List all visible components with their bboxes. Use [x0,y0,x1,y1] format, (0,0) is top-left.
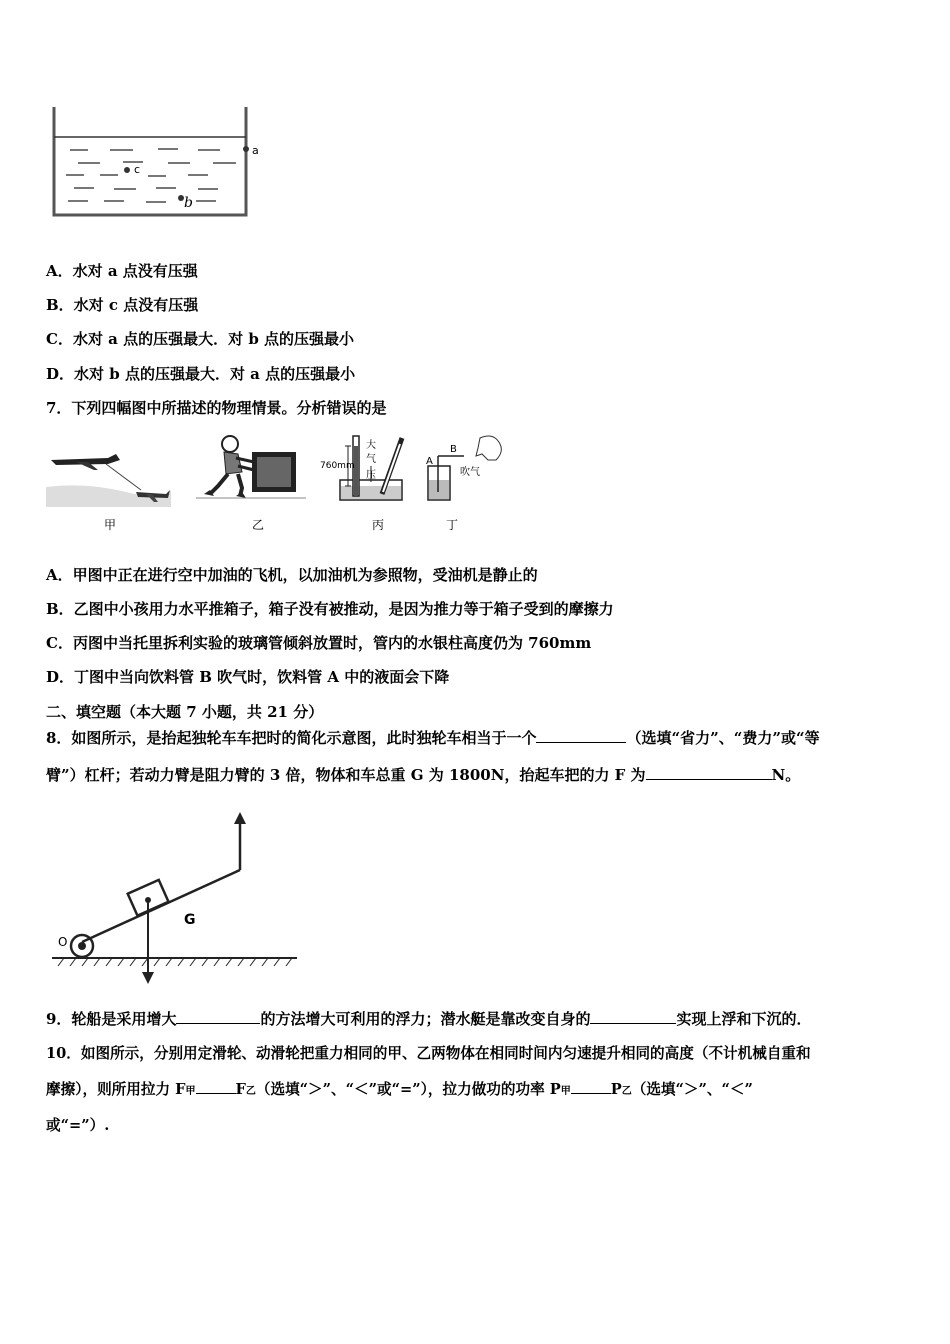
q10-text-a: 摩擦），则所用拉力 F [46,1081,186,1098]
q8-blank-1[interactable] [536,727,626,743]
wheelbarrow-lever-figure [52,808,302,988]
q8-text-1a: 8．如图所示，是抬起独轮车车把时的简化示意图，此时独轮车相当于一个 [46,729,537,747]
q9-text-b: 的方法增大可利用的浮力；潜水艇是靠改变自身的 [260,1010,591,1028]
point-label-c: c [134,163,141,176]
q8-text-2a: 臂”）杠杆；若动力臂是阻力臂的 3 倍，物体和车总重 G 为 1800N，抬起车把的力 F 为 [46,766,646,784]
q9-line [46,1008,811,1029]
label-ya: 压 [366,470,376,481]
q9-blank-1[interactable] [176,1008,260,1024]
q6-option-d: D．水对 b 点的压强最大．对 a 点的压强最小 [46,365,356,383]
q7-option-c: C．丙图中当托里拆利实验的玻璃管倾斜放置时，管内的水银柱高度仍为 760mm [46,634,592,652]
q7-option-a: A．甲图中正在进行空中加油的飞机，以加油机为参照物，受油机是静止的 [46,566,538,584]
q8-line1 [46,727,820,748]
q10-blank-2[interactable] [571,1078,611,1094]
q10-text-b: F [235,1081,246,1098]
q10-text-c: （选填“＞”、“＜”或“=”），拉力做功的功率 P [255,1081,561,1098]
q10-sub-yi-1: 乙 [245,1086,256,1097]
label-b: B [450,444,457,455]
q7-stem: 7．下列四幅图中所描述的物理情景。分析错误的是 [46,399,387,417]
label-blow: 吹气 [460,467,480,478]
q8-text-1b: （选填“省力”、“费力”或“等 [626,729,820,747]
q8-line2 [46,764,800,785]
label-qi: 气 [366,454,376,465]
q6-option-a: A．水对 a 点没有压强 [46,262,198,280]
q10-line3: 或“=”）. [46,1117,110,1134]
q6-option-b: B．水对 c 点没有压强 [46,296,199,314]
q10-text-e: （选填“＞”、“＜” [631,1081,753,1098]
figure-jia-refueling [46,432,171,507]
figure-yi-pushing-box [196,432,306,504]
q9-text-a: 9．轮船是采用增大 [46,1010,177,1028]
label-760mm: 760mm [320,461,355,471]
q7-option-b: B．乙图中小孩用力水平推箱子，箱子没有被推动，是因为推力等于箱子受到的摩擦力 [46,600,614,618]
q10-line1: 10．如图所示，分别用定滑轮、动滑轮把重力相同的甲、乙两物体在相同时间内匀速提升相同的高度（不计机械自重和 [46,1045,811,1062]
q10-line2 [46,1078,753,1099]
q9-text-c: 实现上浮和下沉的． [676,1010,812,1028]
figure-bing-torricelli [320,430,410,505]
label-da: 大 [366,440,376,451]
point-label-a: a [252,144,259,157]
q10-sub-jia-2: 甲 [560,1086,571,1097]
caption-jia: 甲 [104,518,117,532]
q10-text-d: P [610,1081,622,1098]
figure-ding-straw [424,430,506,505]
q10-sub-jia-1: 甲 [185,1086,196,1097]
caption-yi: 乙 [252,518,265,532]
weight-label-g: G [184,912,196,928]
q8-text-2b: N。 [771,766,801,784]
label-a: A [426,456,433,467]
q10-blank-1[interactable] [196,1078,236,1094]
container-figure [48,105,268,220]
q6-option-c: C．水对 a 点的压强最大．对 b 点的压强最小 [46,330,355,348]
caption-bing: 丙 [372,518,385,532]
q10-sub-yi-2: 乙 [621,1086,632,1097]
fulcrum-label-o: O [58,935,68,949]
point-label-b: b [184,195,193,211]
section-heading-fill-in: 二、填空题（本大题 7 小题，共 21 分） [46,703,324,721]
caption-ding: 丁 [446,518,459,532]
q8-blank-2[interactable] [646,764,772,780]
q9-blank-2[interactable] [590,1008,676,1024]
q7-option-d: D．丁图中当向饮料管 B 吹气时，饮料管 A 中的液面会下降 [46,668,450,686]
